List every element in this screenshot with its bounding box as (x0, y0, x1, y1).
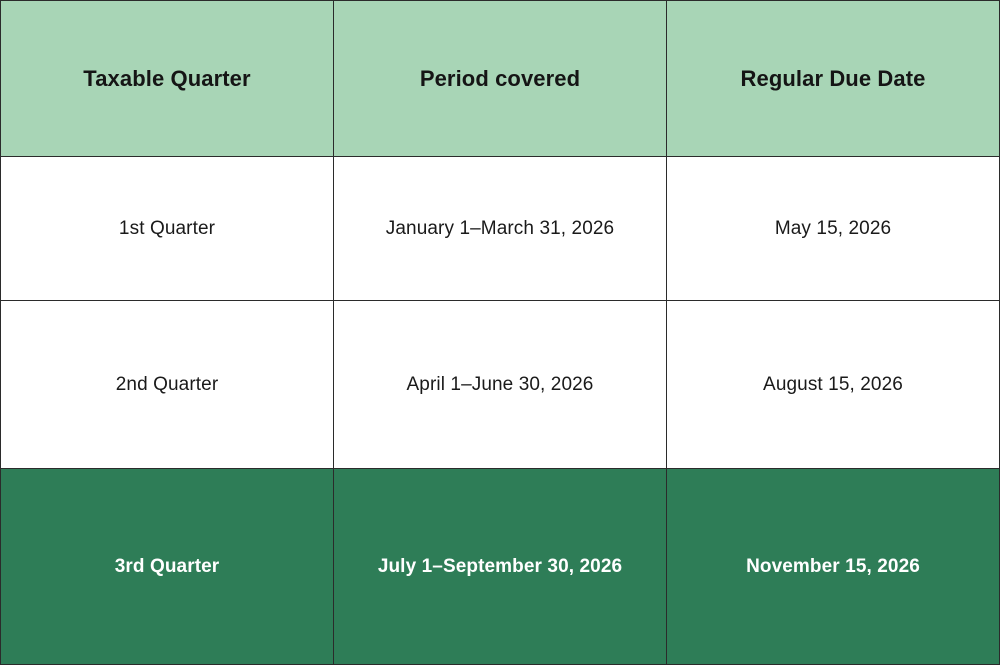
table-cell: 1st Quarter (1, 157, 334, 301)
highlighted-table-cell: November 15, 2026 (667, 469, 999, 664)
header-cell-taxable-quarter: Taxable Quarter (1, 1, 334, 157)
highlighted-table-cell: 3rd Quarter (1, 469, 334, 664)
header-cell-period-covered: Period covered (334, 1, 667, 157)
header-cell-regular-due-date: Regular Due Date (667, 1, 999, 157)
table-cell: January 1–March 31, 2026 (334, 157, 667, 301)
table-cell: April 1–June 30, 2026 (334, 301, 667, 469)
table-cell: 2nd Quarter (1, 301, 334, 469)
table-cell: August 15, 2026 (667, 301, 999, 469)
table-cell: May 15, 2026 (667, 157, 999, 301)
highlighted-table-cell: July 1–September 30, 2026 (334, 469, 667, 664)
